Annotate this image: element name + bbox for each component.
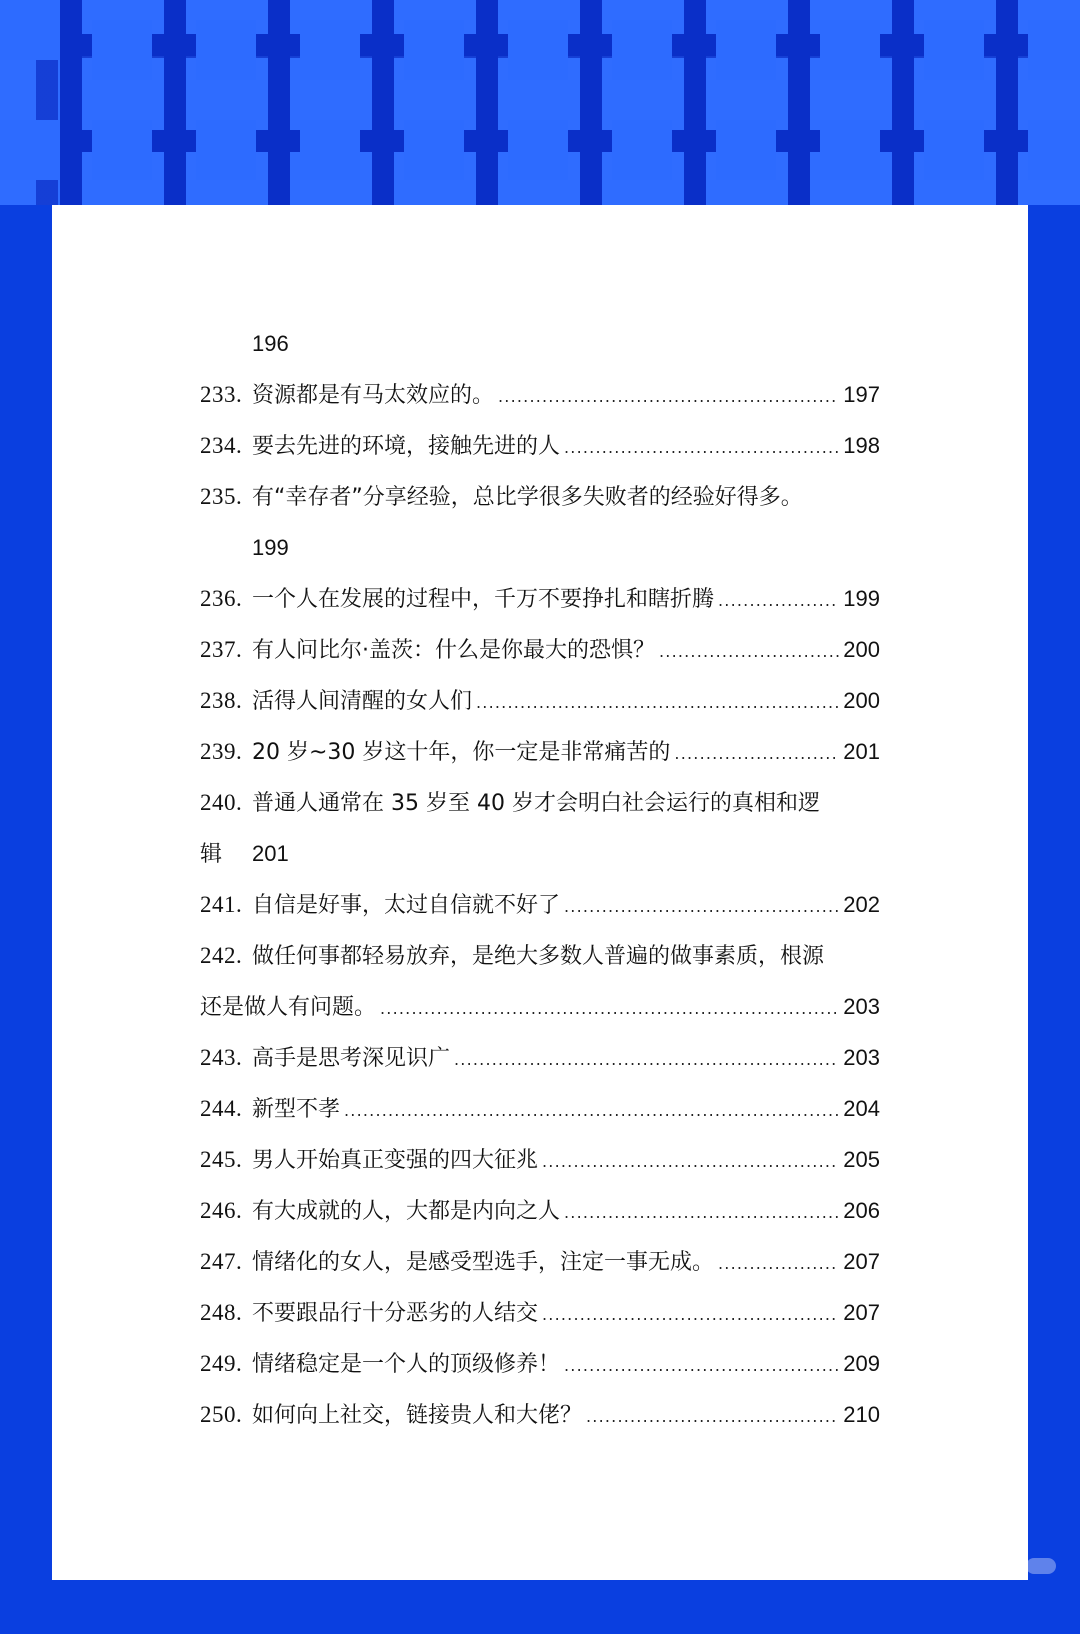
- pattern-tile: [508, 20, 568, 80]
- toc-continuation-line: [200, 828, 880, 879]
- toc-entry-number: 241.: [200, 892, 243, 917]
- pattern-tile: [196, 120, 256, 180]
- toc-page-number: 203: [843, 1045, 880, 1070]
- toc-entry-number: 234.: [200, 433, 243, 458]
- toc-entry: [200, 1389, 880, 1440]
- pattern-tile: [820, 20, 880, 80]
- toc-entry-number: 244.: [200, 1096, 243, 1121]
- toc-leader-dots: [718, 1238, 839, 1289]
- toc-page-number: 200: [843, 688, 880, 713]
- toc-page-number: 206: [843, 1198, 880, 1223]
- toc-entry-title: 一个人在发展的过程中，千万不要挣扎和瞎折腾: [252, 587, 715, 612]
- toc-page-number: 203: [843, 994, 880, 1019]
- toc-entry: [200, 624, 880, 675]
- toc-leader-dots: [542, 1136, 839, 1187]
- toc-page-number: 202: [843, 892, 880, 917]
- pattern-tile: [196, 20, 256, 80]
- toc-entry-title: 做任何事都轻易放弃，是绝大多数人普遍的做事素质，根源: [252, 944, 825, 969]
- toc-leader-dots: [476, 677, 839, 728]
- pattern-tile: [508, 120, 568, 180]
- toc-entry-number: 233.: [200, 382, 243, 407]
- toc-entry-title: 有人问比尔·盖茨：什么是你最大的恐惧？: [252, 638, 655, 663]
- toc-page-number: 199: [843, 586, 880, 611]
- pattern-tile: [1028, 120, 1080, 180]
- toc-entry: [200, 1287, 880, 1338]
- toc-entry-number: 238.: [200, 688, 243, 713]
- toc-leader-dots: [586, 1391, 839, 1442]
- toc-entry-title: 情绪稳定是一个人的顶级修养！: [252, 1352, 561, 1377]
- toc-entry-number: 250.: [200, 1402, 243, 1427]
- toc-page-number: 197: [843, 382, 880, 407]
- toc-entry-title: 自信是好事，太过自信就不好了: [252, 893, 561, 918]
- toc-entry: [200, 573, 880, 624]
- toc-entry: [200, 930, 880, 981]
- toc-entry-title: 如何向上社交，链接贵人和大佬？: [252, 1403, 583, 1428]
- toc-page-number: 204: [843, 1096, 880, 1121]
- toc-entry: [200, 1236, 880, 1287]
- toc-entry-title: 要去先进的环境，接触先进的人: [252, 434, 561, 459]
- pattern-tile: [300, 120, 360, 180]
- toc-entry-title: 20 岁~30 岁这十年，你一定是非常痛苦的: [252, 740, 671, 765]
- decorative-header-pattern: [0, 0, 1080, 205]
- toc-entry: [200, 777, 880, 828]
- toc-entry-title: 资源都是有马太效应的。: [252, 383, 495, 408]
- pattern-band: [372, 0, 394, 205]
- pattern-tile: [924, 120, 984, 180]
- pattern-tile: [0, 120, 60, 180]
- toc-entry: [200, 726, 880, 777]
- toc-continuation-line: [200, 981, 880, 1032]
- toc-entry-number: 240.: [200, 790, 243, 815]
- toc-leader-dots: [564, 1187, 839, 1238]
- pattern-band: [60, 0, 82, 205]
- toc-entry-title: 情绪化的女人，是感受型选手，注定一事无成。: [252, 1250, 715, 1275]
- toc-continuation-line: [200, 522, 880, 573]
- pattern-tile: [612, 20, 672, 80]
- toc-entry-number: 243.: [200, 1045, 243, 1070]
- toc-entry-title: 活得人间清醒的女人们: [252, 689, 473, 714]
- toc-entry: [200, 1338, 880, 1389]
- toc-leader-dots: [564, 422, 839, 473]
- toc-entry: [200, 369, 880, 420]
- toc-entry: [200, 420, 880, 471]
- toc-entry-number: 249.: [200, 1351, 243, 1376]
- pattern-tile: [1028, 20, 1080, 80]
- table-of-contents: [200, 318, 880, 1440]
- toc-entry-title-continued: 还是做人有问题。: [200, 995, 377, 1020]
- toc-entry-title: 男人开始真正变强的四大征兆: [252, 1148, 539, 1173]
- toc-entry-title-continued: 辑: [200, 842, 223, 867]
- toc-leader-dots: [659, 626, 839, 677]
- toc-leader-dots: [454, 1034, 839, 1085]
- pattern-band: [892, 0, 914, 205]
- pattern-band: [164, 0, 186, 205]
- toc-page-number: 210: [843, 1402, 880, 1427]
- pattern-tile: [92, 20, 152, 80]
- toc-entry-number: 246.: [200, 1198, 243, 1223]
- toc-entry-number: 247.: [200, 1249, 243, 1274]
- toc-entry-number: 239.: [200, 739, 243, 764]
- pattern-tile: [300, 20, 360, 80]
- watermark-badge: [1026, 1558, 1056, 1574]
- toc-continuation-line: [200, 318, 880, 369]
- toc-entry-number: 237.: [200, 637, 243, 662]
- toc-page-number: 199: [252, 535, 289, 560]
- pattern-tile: [924, 20, 984, 80]
- pattern-band: [476, 0, 498, 205]
- toc-entry-number: 235.: [200, 484, 243, 509]
- toc-leader-dots: [498, 371, 839, 422]
- toc-page-number: 200: [843, 637, 880, 662]
- toc-page-number: 207: [843, 1249, 880, 1274]
- pattern-tile: [820, 120, 880, 180]
- toc-page-number: 201: [843, 739, 880, 764]
- toc-entry-number: 245.: [200, 1147, 243, 1172]
- toc-leader-dots: [380, 983, 839, 1034]
- toc-leader-dots: [564, 881, 839, 932]
- toc-page-number: 209: [843, 1351, 880, 1376]
- toc-leader-dots: [674, 728, 839, 779]
- pattern-band: [268, 0, 290, 205]
- toc-entry-title: 有“幸存者”分享经验，总比学很多失败者的经验好得多。: [252, 485, 803, 510]
- pattern-band: [996, 0, 1018, 205]
- pattern-band: [788, 0, 810, 205]
- toc-leader-dots: [564, 1340, 839, 1391]
- toc-entry-title: 高手是思考深见识广: [252, 1046, 451, 1071]
- pattern-band: [580, 0, 602, 205]
- toc-leader-dots: [718, 575, 839, 626]
- toc-entry: [200, 1083, 880, 1134]
- toc-entry: [200, 1134, 880, 1185]
- pattern-tile: [404, 20, 464, 80]
- toc-leader-dots: [542, 1289, 839, 1340]
- toc-entry-number: 248.: [200, 1300, 243, 1325]
- pattern-band: [684, 0, 706, 205]
- toc-page-number: 201: [252, 841, 289, 866]
- toc-page-number: 207: [843, 1300, 880, 1325]
- toc-entry: [200, 471, 880, 522]
- pattern-tile: [404, 120, 464, 180]
- toc-entry-title: 有大成就的人，大都是内向之人: [252, 1199, 561, 1224]
- pattern-tile: [0, 0, 60, 60]
- pattern-tile: [716, 120, 776, 180]
- pattern-tile: [716, 20, 776, 80]
- toc-page-number: 196: [252, 331, 289, 356]
- toc-entry-title: 普通人通常在 35 岁至 40 岁才会明白社会运行的真相和逻: [252, 791, 820, 816]
- toc-entry: [200, 1185, 880, 1236]
- toc-entry: [200, 879, 880, 930]
- toc-entry-title: 不要跟品行十分恶劣的人结交: [252, 1301, 539, 1326]
- toc-entry-number: 242.: [200, 943, 243, 968]
- toc-entry: [200, 675, 880, 726]
- toc-entry-number: 236.: [200, 586, 243, 611]
- toc-page-number: 198: [843, 433, 880, 458]
- pattern-tile: [612, 120, 672, 180]
- toc-entry-title: 新型不孝: [252, 1097, 341, 1122]
- toc-page-number: 205: [843, 1147, 880, 1172]
- pattern-tile: [92, 120, 152, 180]
- toc-leader-dots: [344, 1085, 839, 1136]
- toc-entry: [200, 1032, 880, 1083]
